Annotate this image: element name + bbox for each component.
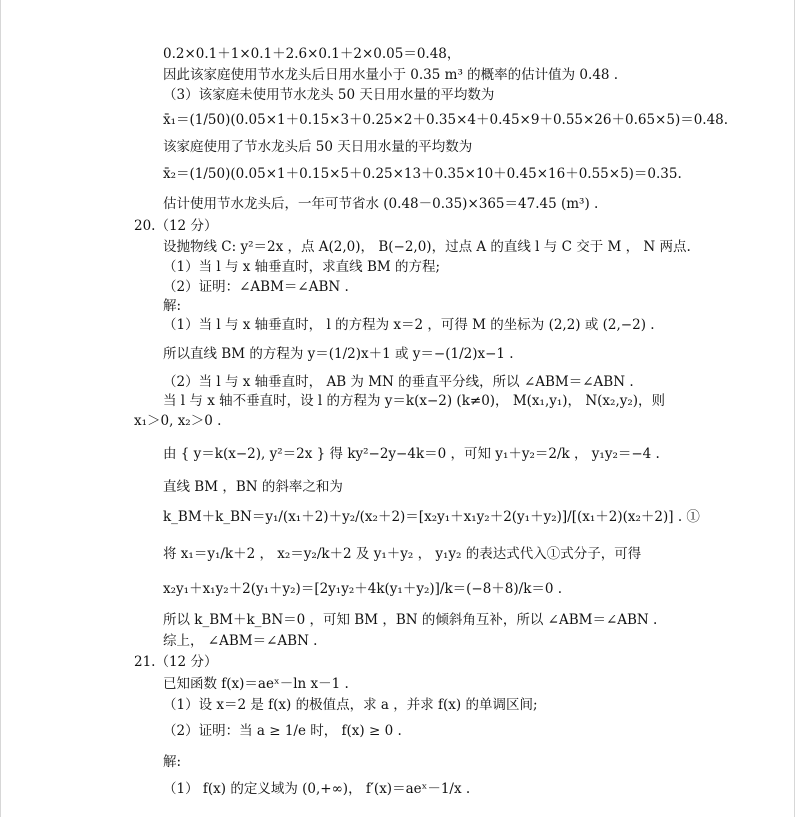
formula-line: x̄₁＝(1/50)(0.05×1＋0.15×3＋0.25×2＋0.35×4＋0.45×9＋0.55×26＋0.65×5)＝0.48. (163, 112, 729, 128)
formula-line: 由 { y＝k(x−2), y²＝2x } 得 ky²−2y−4k＝0 ，可知 y₁＋y₂＝2/k ， y₁y₂＝−4 . (163, 446, 660, 462)
text-line: 综上， ∠ABM＝∠ABN . (163, 633, 318, 649)
solution-label: 解: (163, 754, 182, 770)
question-heading: 21.（12 分） (134, 654, 218, 670)
text-line: （2）当 l 与 x 轴垂直时， AB 为 MN 的垂直平分线，所以 ∠ABM＝∠ABN . (163, 374, 634, 390)
formula-line: k_BM＋k_BN＝y₁/(x₁＋2)＋y₂/(x₂＋2)＝[x₂y₁＋x₁y₂＋2(y₁＋y₂)]/[(x₁＋2)(x₂＋2)] . ① (163, 509, 700, 525)
text-line: 设抛物线 C: y²＝2x ，点 A(2,0)， B(−2,0)，过点 A 的直线 l 与 C 交于 M ， N 两点. (163, 239, 691, 255)
text-line: （2）证明：∠ABM＝∠ABN . (163, 279, 349, 295)
formula-line: x̄₂＝(1/50)(0.05×1＋0.15×5＋0.25×13＋0.35×10＋0.45×16＋0.55×5)＝0.35. (163, 166, 682, 182)
text-line: （3）该家庭未使用节水龙头 50 天日用水量的平均数为 (163, 87, 495, 103)
text-line: 将 x₁＝y₁/k＋2 ， x₂＝y₂/k＋2 及 y₁＋y₂ ， y₁y₂ 的表达式代入①式分子，可得 (163, 546, 642, 562)
text-line: 直线 BM ，BN 的斜率之和为 (163, 479, 343, 495)
formula-line: x₂y₁＋x₁y₂＋2(y₁＋y₂)＝[2y₁y₂＋4k(y₁＋y₂)]/k＝(−8＋8)/k＝0 . (163, 581, 563, 597)
solution-label: 解: (163, 298, 182, 314)
text-line: 已知函数 f(x)＝aeˣ－ln x－1 . (163, 676, 349, 692)
text-line: （1）当 l 与 x 轴垂直时， l 的方程为 x＝2 ，可得 M 的坐标为 (2,2) 或 (2,−2) . (163, 317, 655, 333)
text-line: （2）证明：当 a ≥ 1/e 时， f(x) ≥ 0 . (163, 723, 402, 739)
text-line: （1）设 x＝2 是 f(x) 的极值点，求 a ，并求 f(x) 的单调区间; (163, 697, 538, 713)
text-line: 所以 k_BM＋k_BN＝0 ，可知 BM ，BN 的倾斜角互补，所以 ∠ABM＝∠ABN . (163, 612, 658, 628)
text-line: 当 l 与 x 轴不垂直时，设 l 的方程为 y＝k(x−2) (k≠0)， M(x₁,y₁)， N(x₂,y₂)，则 (163, 393, 666, 409)
text-line: 估计使用节水龙头后，一年可节省水 (0.48－0.35)×365＝47.45 (m³) . (163, 196, 599, 212)
text-line: （1） f(x) 的定义域为 (0,+∞)， f′(x)＝aeˣ－1/x . (163, 781, 471, 797)
text-line: 该家庭使用了节水龙头后 50 天日用水量的平均数为 (163, 139, 473, 155)
text-line: （1）当 l 与 x 轴垂直时，求直线 BM 的方程; (163, 259, 441, 275)
text-line: 0.2×0.1＋1×0.1＋2.6×0.1＋2×0.05＝0.48， (163, 46, 461, 62)
text-line: x₁＞0, x₂＞0 . (134, 413, 222, 429)
formula-line: 所以直线 BM 的方程为 y＝(1/2)x＋1 或 y＝−(1/2)x−1 . (163, 346, 514, 362)
question-heading: 20.（12 分） (134, 218, 218, 234)
text-line: 因此该家庭使用节水龙头后日用水量小于 0.35 m³ 的概率的估计值为 0.48 . (163, 67, 619, 83)
